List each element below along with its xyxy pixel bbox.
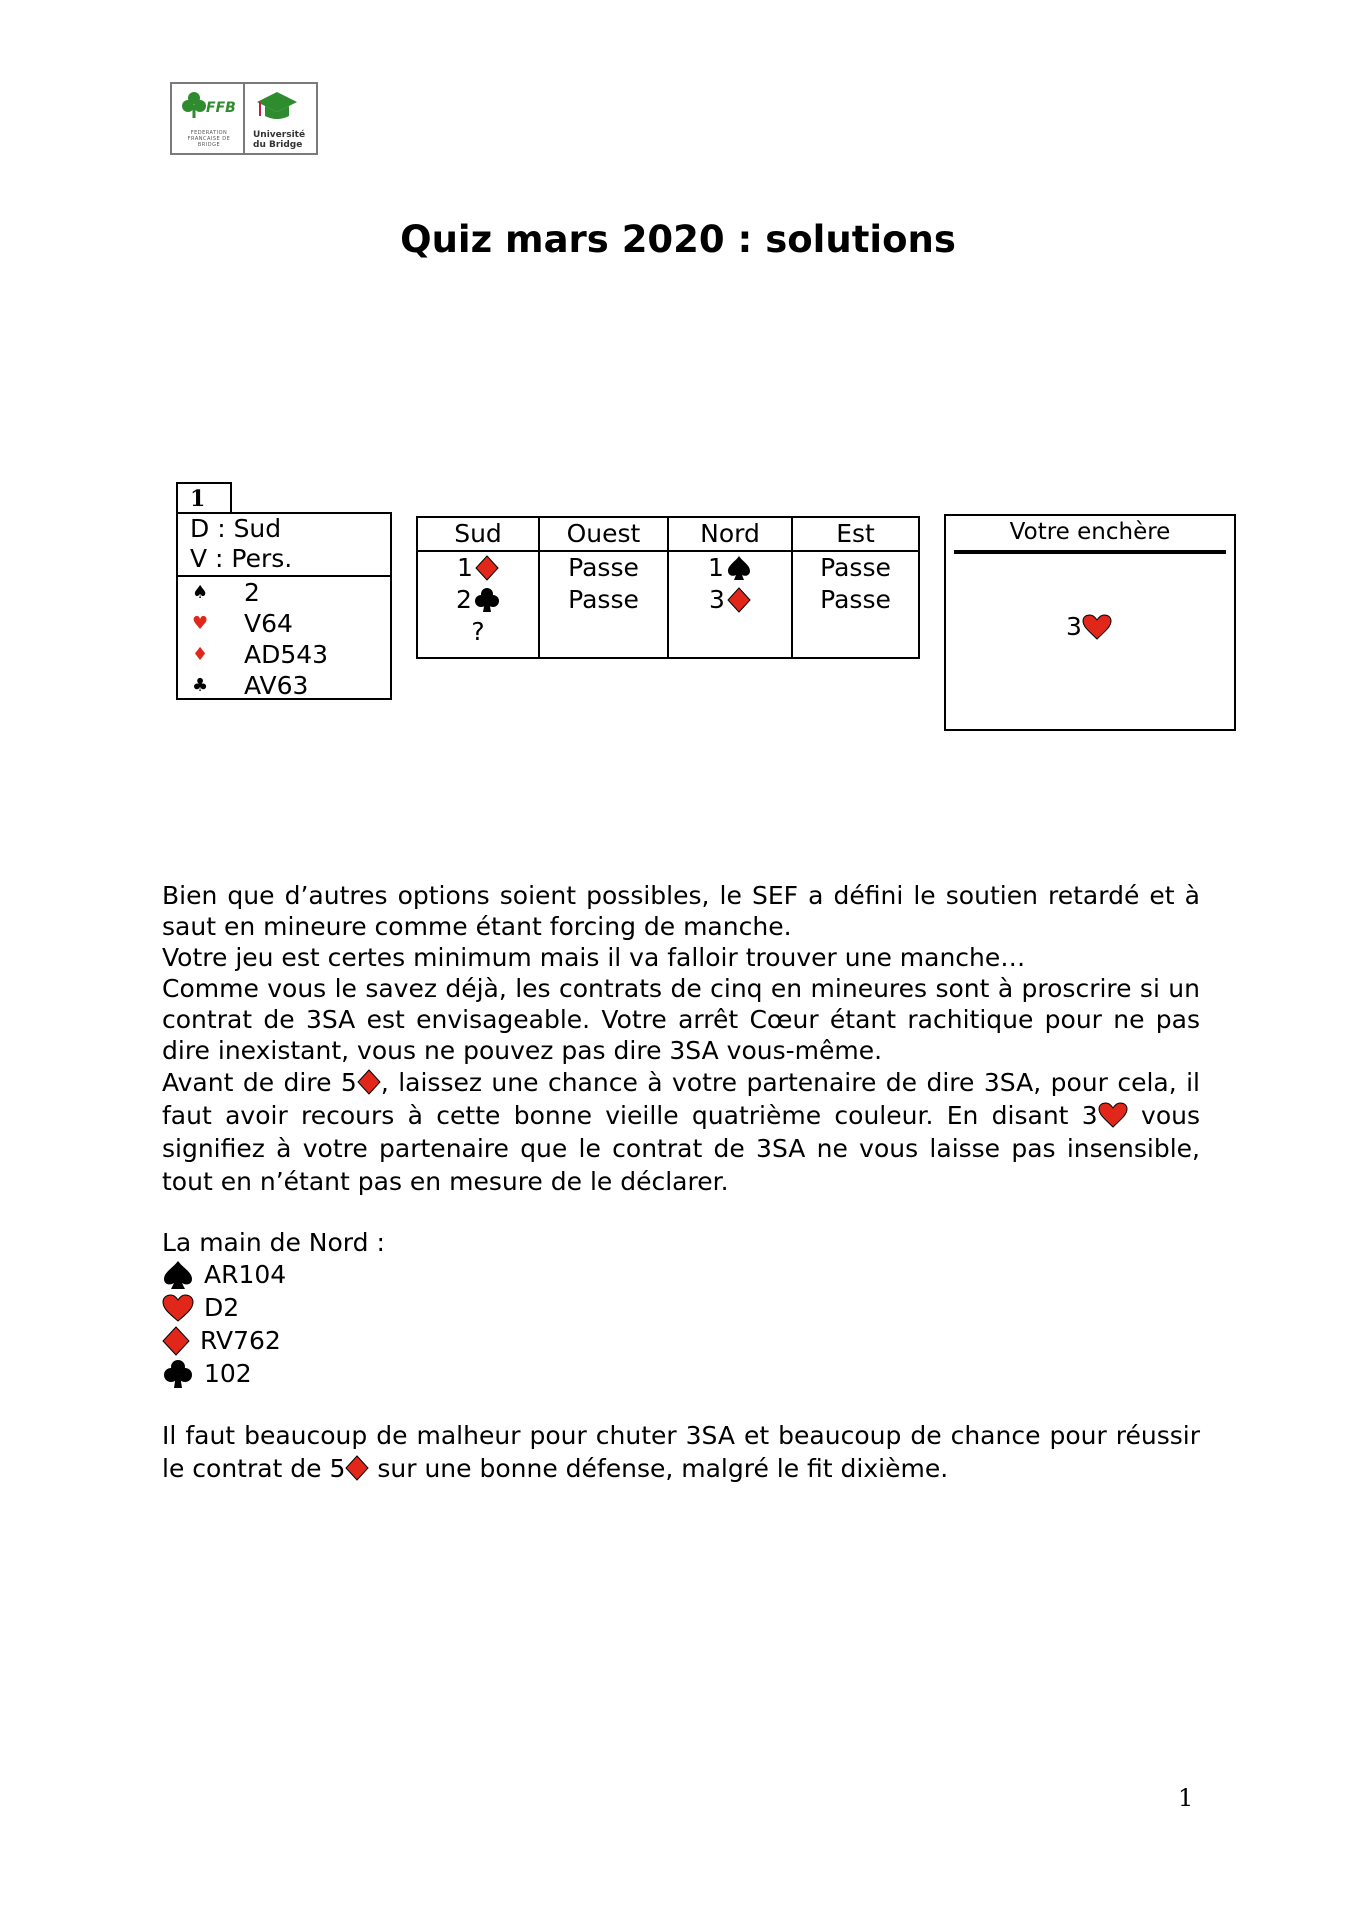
diamond-icon: [727, 587, 751, 613]
spade-icon: [726, 555, 752, 581]
answer-label: Votre enchère: [1009, 519, 1171, 545]
nord-spades: AR104: [162, 1258, 1200, 1291]
diamond-icon: [162, 1326, 190, 1356]
bid-header-sud: Sud: [418, 518, 538, 552]
paragraph: Avant de dire 5 , laissez une chance à votre partenaire de dire 3SA, pour cela, il faut avoir recours à cette bonne vieille quatrième couleur. En disant 3 vous signifiez à votre partenaire que le contrat de 3SA ne vous laisse pas insensible, tout en n’étant pas en mesure de le déclarer.: [162, 1068, 1200, 1196]
bid-header-ouest: Ouest: [540, 518, 667, 552]
paragraph: Il faut beaucoup de malheur pour chuter 3SA et beaucoup de chance pour réussir le contrat de 5 sur une bonne défense, malgré le fit dixième.: [162, 1421, 1200, 1483]
ffb-brand: FFB: [206, 100, 236, 116]
spade-cards: 2: [244, 578, 260, 607]
bid-col-ouest: [538, 518, 667, 657]
diamond-icon: [357, 1069, 381, 1095]
answer-bid: 3: [1066, 612, 1112, 641]
heart-icon: [1082, 614, 1112, 640]
clover-icon: [180, 90, 208, 120]
bid-cell: 2: [418, 584, 538, 616]
hand-clubs: [192, 670, 390, 701]
nord-title: La main de Nord :: [162, 1228, 385, 1257]
diamond-icon: ♦: [192, 644, 209, 665]
page-title: Quiz mars 2020 : solutions: [400, 218, 956, 261]
club-icon: [474, 587, 500, 613]
bid-cell: 1: [669, 552, 791, 584]
bid-cell: 3: [669, 584, 791, 616]
university-name: Université du Bridge: [253, 130, 306, 150]
bid-cell: ?: [471, 617, 485, 646]
bid-header-nord: Nord: [669, 518, 791, 552]
explanation: [162, 880, 1200, 1485]
hand-spades: [192, 577, 390, 608]
bid-cell: Passe: [568, 585, 639, 614]
paragraph: Bien que d’autres options soient possibles, le SEF a défini le soutien retardé et à saut en mineure comme étant forcing de manche.: [162, 881, 1200, 941]
nord-hearts: D2: [162, 1291, 1200, 1324]
dealer: D : Sud: [190, 514, 282, 543]
deal-box: [176, 512, 392, 700]
bid-cell: Passe: [820, 553, 891, 582]
bidding-table: [416, 516, 920, 659]
nord-clubs: 102: [162, 1357, 1200, 1390]
heart-icon: ♥: [192, 613, 209, 634]
ffb-logo-left: [172, 84, 243, 153]
bid-header-est: Est: [793, 518, 918, 552]
federation-name: FEDERATION FRANCAISE DE BRIDGE: [187, 130, 231, 148]
nord-diamonds: RV762: [162, 1324, 1200, 1357]
diamond-icon: [475, 555, 499, 581]
answer-box: [944, 514, 1236, 731]
spade-icon: [162, 1260, 194, 1290]
bid-cell: Passe: [568, 553, 639, 582]
university-logo: [243, 84, 316, 153]
deal-info: [178, 514, 390, 577]
club-icon: ♣: [192, 675, 209, 696]
diamond-cards: AD543: [244, 640, 329, 669]
bid-col-est: [791, 518, 918, 657]
heart-icon: [1098, 1102, 1128, 1128]
hand-hearts: [192, 608, 390, 639]
club-icon: [162, 1359, 194, 1389]
bid-cell: Passe: [820, 585, 891, 614]
graduation-cap-icon: [255, 90, 299, 124]
diamond-icon: [345, 1455, 369, 1481]
bid-col-nord: [667, 518, 791, 657]
paragraph: Votre jeu est certes minimum mais il va falloir trouver une manche…: [162, 943, 1026, 972]
heart-cards: V64: [244, 609, 293, 638]
hand-diamonds: [192, 639, 390, 670]
answer-divider: [954, 550, 1226, 554]
ffb-logo: [170, 82, 318, 155]
heart-icon: [162, 1294, 194, 1322]
bid-col-sud: [418, 518, 538, 657]
deal-number: 1: [176, 482, 232, 514]
paragraph: Comme vous le savez déjà, les contrats de cinq en mineures sont à proscrire si un contrat de 3SA est envisageable. Votre arrêt Cœur étant rachitique pour ne pas dire inexistant, vous ne pouvez pas dire 3SA vous-même.: [162, 974, 1200, 1065]
south-hand: [178, 577, 390, 701]
page-number: 1: [1178, 1784, 1194, 1812]
spade-icon: ♠: [192, 582, 209, 603]
club-cards: AV63: [244, 671, 309, 700]
bid-cell: 1: [418, 552, 538, 584]
vulnerability: V : Pers.: [190, 544, 293, 573]
